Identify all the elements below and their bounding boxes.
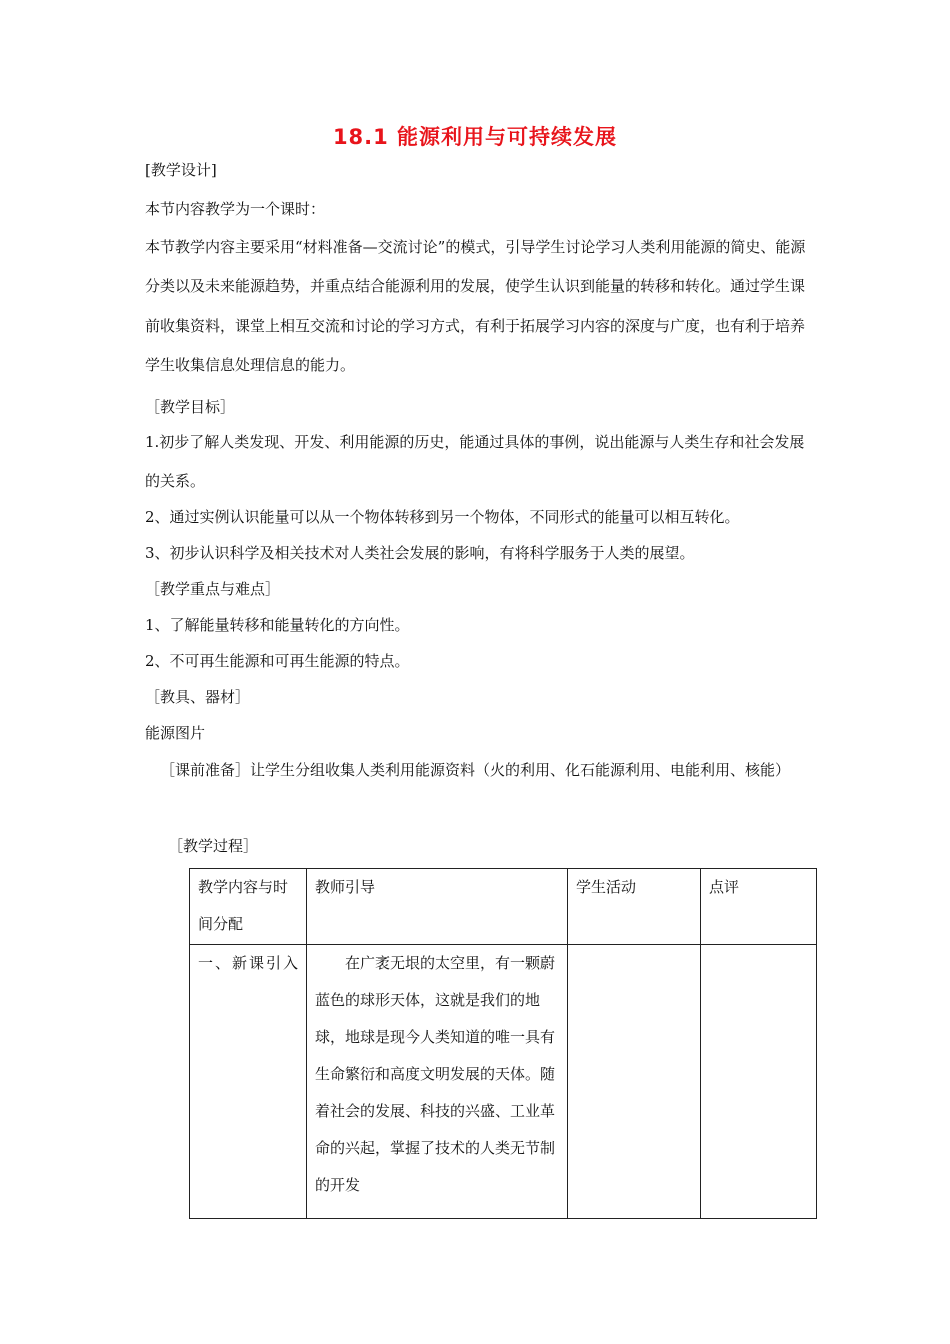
tools-heading: ［教具、器材］ — [145, 688, 251, 706]
design-heading: [教学设计] — [145, 161, 217, 179]
row-teacher: 在广袤无垠的太空里，有一颗蔚蓝色的球形天体，这就是我们的地球，地球是现今人类知道的唯一具有生命繁衍和高度文明发展的天体。随着社会的发展、科技的兴盛、工业革命的兴起，掌握了技术的人类无节制的开发 — [307, 945, 568, 1219]
goal-item-2: 2、通过实例认识能量可以从一个物体转移到另一个物体，不同形式的能量可以相互转化。 — [145, 508, 740, 526]
row-student — [568, 945, 701, 1219]
process-heading: ［教学过程］ — [168, 837, 259, 855]
goals-heading: ［教学目标］ — [145, 398, 236, 416]
row-comment — [701, 945, 817, 1219]
table-header-row — [190, 869, 817, 945]
row-content — [190, 945, 307, 1219]
page-title: 18.1 能源利用与可持续发展 — [332, 125, 618, 149]
design-line: 本节内容教学为一个课时： — [145, 200, 326, 218]
lesson-table — [189, 868, 817, 1219]
row-content-text: 一、新课引入 — [198, 954, 298, 972]
goal-item-1: 1.初步了解人类发现、开发、利用能源的历史，能通过具体的事例，说出能源与人类生存和社会发展的关系。 — [145, 433, 805, 491]
goal-item-3: 3、初步认识科学及相关技术对人类社会发展的影响，有将科学服务于人类的展望。 — [145, 544, 695, 562]
header-teacher: 教师引导 — [307, 869, 568, 945]
tools-line: 能源图片 — [145, 724, 206, 742]
key-item-1: 1、了解能量转移和能量转化的方向性。 — [145, 616, 410, 634]
key-item-2: 2、不可再生能源和可再生能源的特点。 — [145, 652, 410, 670]
key-heading: ［教学重点与难点］ — [145, 580, 281, 598]
header-comment: 点评 — [701, 869, 817, 945]
header-student: 学生活动 — [568, 869, 701, 945]
header-content: 教学内容与时间分配 — [190, 869, 307, 945]
design-paragraph: 本节教学内容主要采用“材料准备—交流讨论”的模式，引导学生讨论学习人类利用能源的简史、能源分类以及未来能源趋势，并重点结合能源利用的发展，使学生认识到能量的转移和转化。通过学生课前收集资料，课堂上相互交流和讨论的学习方式，有利于拓展学习内容的深度与广度，也有利于培养学生收集信息处理信息的能力。 — [145, 238, 806, 375]
prep-paragraph: ［课前准备］让学生分组收集人类利用能源资料（火的利用、化石能源利用、电能利用、核能） — [160, 761, 791, 779]
table-row — [190, 945, 817, 1219]
